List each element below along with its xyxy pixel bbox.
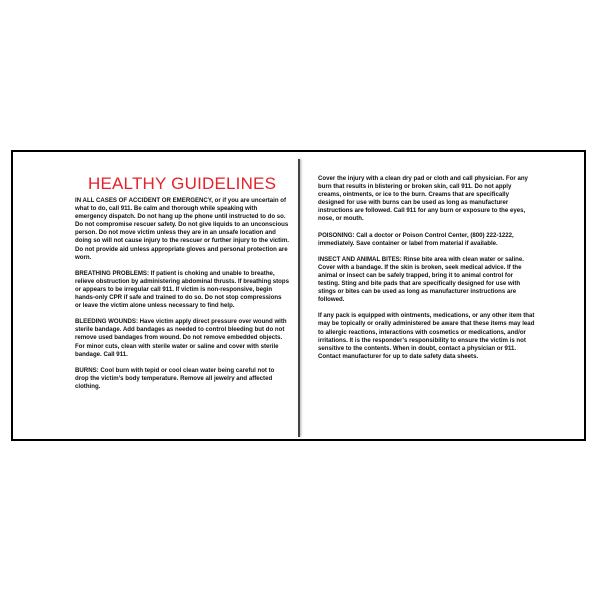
guidelines-card [11,150,586,441]
medications-warning-paragraph: If any pack is equipped with ointments, medications, or any other item that may be topically or orally administered be aware that these items may lead to allergic reactions, interactions with cosmetics or medications, and/or irritations. It is the responder’s responsibility to ensure the victim is not sensitive to the contents. When in doubt, contact a physician or 911. Contact manufacturer for up to date safety data sheets. [318,312,535,360]
breathing-problems-paragraph: BREATHING PROBLEMS: If patient is choking and unable to breathe, relieve obstruction by administering abdominal thrusts. If breathing stops or appears to be irregular call 911. If victim is non-responsive, begin hands-only CPR if safe and trained to do so. Do not stop compressions or leave the victim alone unless necessary to find help. [75,269,289,310]
poisoning-paragraph: POISONING: Call a doctor or Poison Control Center, (800) 222-1222, immediately. Save container or label from material if available. [318,231,514,247]
emergency-paragraph: IN ALL CASES OF ACCIDENT OR EMERGENCY, or if you are uncertain of what to do, call 911. Be calm and thorough while speaking with emergency dispatch. Do not hang up the phone until instructed to do so. Do not compromise rescuer safety. Do not give liquids to an unconscious person. Do not move victim unless they are in an unsafe location and doing so will not cause injury to the rescuer or further injury to the victim. Do not provide aid unless appropriate gloves and personal protection are worn. [75,197,289,261]
column-divider [298,159,300,437]
right-column [318,175,536,369]
bleeding-wounds-paragraph: BLEEDING WOUNDS: Have victim apply direct pressure over wound with sterile bandage. Add bandages as needed to control bleeding but do not remove used bandages from wound. Do not remove embedded objects. For minor cuts, clean with sterile water or saline and cover with sterile bandage. Call 911. [75,318,287,358]
insect-animal-bites-paragraph: INSECT AND ANIMAL BITES: Rinse bite area with clean water or saline. Cover with a bandage. If the skin is broken, seek medical advice. If the animal or insect can be safely trapped, bring it to animal control for testing. Sting and bite pads that are specifically designed for use with stings or bites can be used as long as manufacturer instructions are followed. [318,255,524,304]
burns-continued-paragraph: Cover the injury with a clean dry pad or cloth and call physician. For any burn that results in blistering or broken skin, call 911. Do not apply creams, ointments, or ice to the burn. Creams that are specifically designed for use with burns can be used as long as manufacturer instructions are followed. Call 911 for any burn or exposure to the eyes, nose, or mouth. [318,175,528,223]
burns-paragraph: BURNS: Cool burn with tepid or cool clean water being careful not to drop the victim’s body temperature. Remove all jewelry and affected clothing. [75,366,275,390]
page-title: HEALTHY GUIDELINES [88,174,277,193]
left-column [75,174,289,399]
